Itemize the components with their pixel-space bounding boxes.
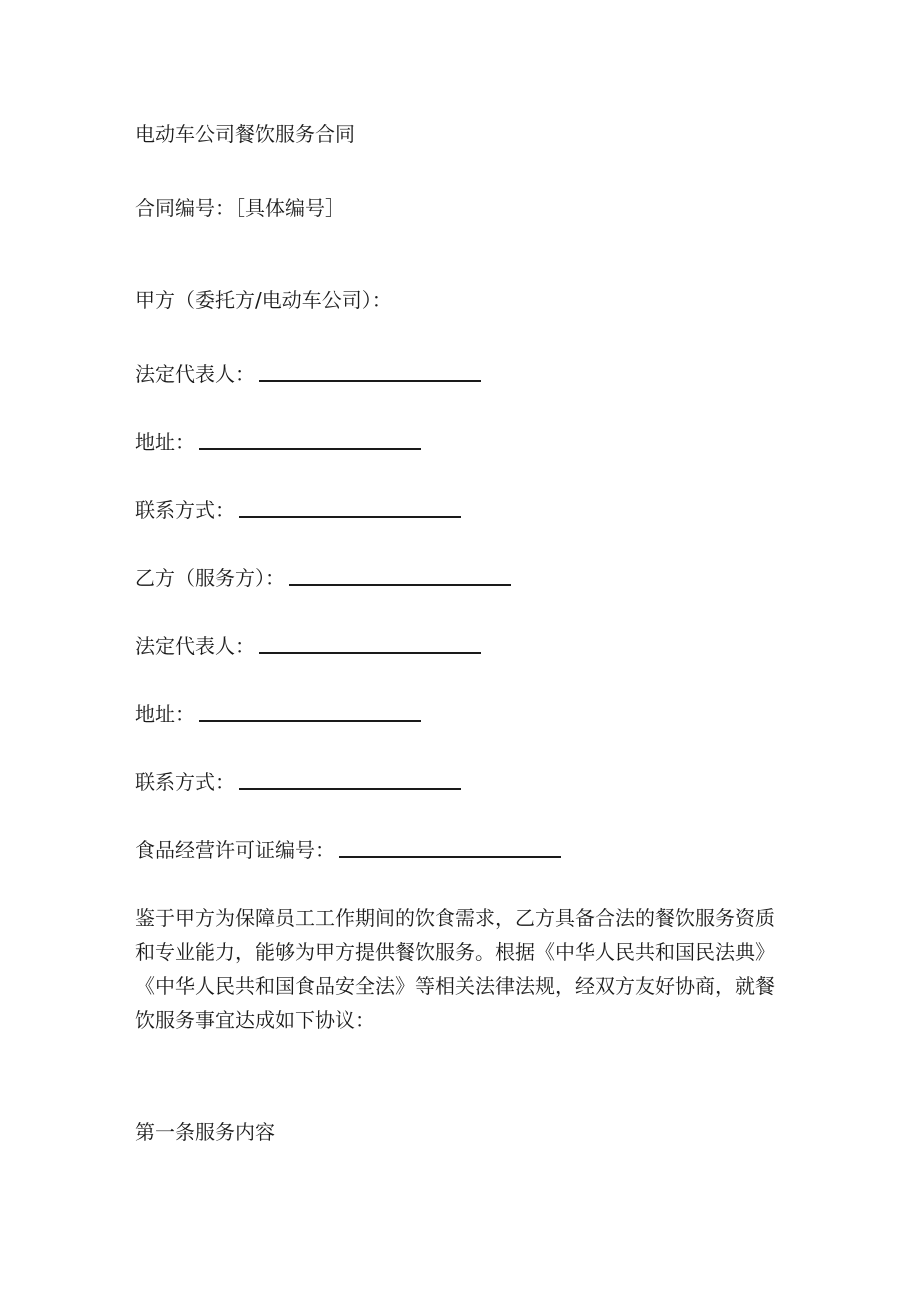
party-a-contact-label: 联系方式： xyxy=(135,498,235,522)
preamble-line: 《中华人民共和国食品安全法》等相关法律法规，经双方友好协商，就餐 xyxy=(135,974,775,998)
preamble-paragraph xyxy=(135,901,785,1037)
party-b-address-row xyxy=(135,702,421,726)
preamble-line: 和专业能力，能够为甲方提供餐饮服务。根据《中华人民共和国民法典》 xyxy=(135,940,775,964)
contract-number: 合同编号：［具体编号］ xyxy=(135,196,345,220)
party-b-license-label: 食品经营许可证编号： xyxy=(135,838,335,862)
party-a-address-blank[interactable] xyxy=(199,448,421,450)
party-a-legal-rep-row xyxy=(135,362,481,386)
party-b-address-blank[interactable] xyxy=(199,720,421,722)
party-b-name-blank[interactable] xyxy=(289,584,511,586)
party-a-address-label: 地址： xyxy=(135,430,195,454)
party-b-contact-label: 联系方式： xyxy=(135,770,235,794)
party-a-legal-rep-label: 法定代表人： xyxy=(135,362,255,386)
party-b-legal-rep-blank[interactable] xyxy=(259,652,481,654)
party-a-contact-row xyxy=(135,498,461,522)
party-b-license-row xyxy=(135,838,561,862)
preamble-line: 饮服务事宜达成如下协议： xyxy=(135,1008,375,1032)
party-a-address-row xyxy=(135,430,421,454)
party-b-legal-rep-row xyxy=(135,634,481,658)
preamble-line: 鉴于甲方为保障员工工作期间的饮食需求，乙方具备合法的餐饮服务资质 xyxy=(135,906,775,930)
party-b-header: 乙方（服务方）： xyxy=(135,566,285,590)
document-title: 电动车公司餐饮服务合同 xyxy=(135,122,355,146)
party-a-contact-blank[interactable] xyxy=(239,516,461,518)
party-b-contact-blank[interactable] xyxy=(239,788,461,790)
party-b-legal-rep-label: 法定代表人： xyxy=(135,634,255,658)
party-b-address-label: 地址： xyxy=(135,702,195,726)
party-a-header: 甲方（委托方/电动车公司）： xyxy=(135,288,392,312)
party-b-contact-row xyxy=(135,770,461,794)
party-a-legal-rep-blank[interactable] xyxy=(259,380,481,382)
party-b-license-blank[interactable] xyxy=(339,856,561,858)
article-1-title: 第一条服务内容 xyxy=(135,1120,275,1144)
party-b-header-row xyxy=(135,566,511,590)
